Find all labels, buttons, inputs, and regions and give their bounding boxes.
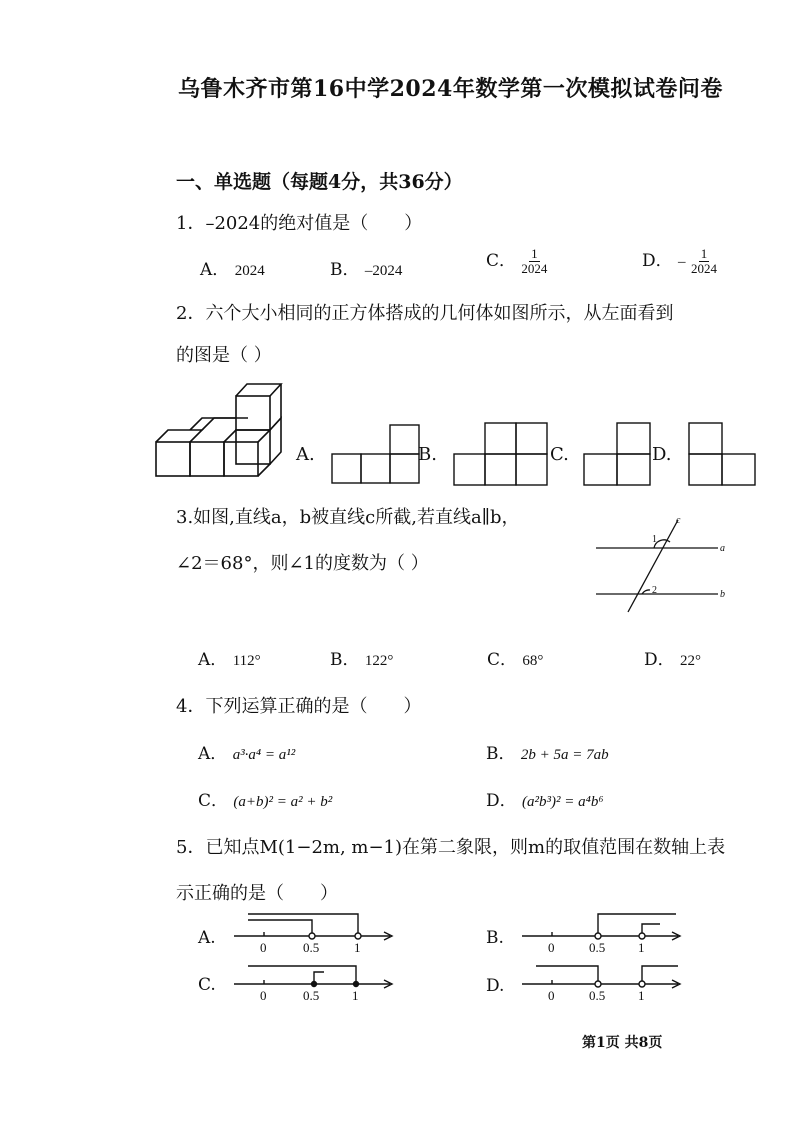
tick-label: 0 — [548, 940, 555, 955]
tick-label: 0 — [260, 940, 267, 955]
q3-option-a[interactable] — [198, 645, 261, 670]
line-c-label: c — [676, 515, 681, 526]
q2-option-d-label[interactable]: D. — [652, 444, 672, 465]
parallel-lines-figure — [590, 512, 740, 616]
question-3-stem-line1: 3.如图,直线a，b被直线c所截,若直线a∥b， — [176, 507, 520, 528]
page-footer: 第1页 共8页 — [582, 1035, 663, 1051]
q4-option-a-value: a³·a⁴ = a¹² — [232, 747, 296, 763]
q4-option-b-value: 2b + 5a = 7ab — [520, 747, 609, 763]
tick-label: 0 — [548, 988, 555, 1003]
section-heading: 一、单选题（每题4分，共36分） — [176, 171, 463, 193]
q1-option-d-sign: – — [678, 254, 686, 270]
q1-option-d-fraction — [691, 247, 717, 276]
q3-option-a-label: A． — [198, 650, 228, 670]
q1-option-a-value: 2024 — [234, 263, 265, 279]
q3-option-c-value: 68° — [522, 653, 544, 669]
tick-label: 0.5 — [589, 988, 606, 1003]
q4-option-d-value: (a²b³)² = a⁴b⁶ — [522, 794, 604, 810]
q2-option-a-label[interactable]: A. — [296, 444, 315, 465]
question-5-stem-line1: 5．已知点M(1−2m, m−1)在第二象限，则m的取值范围在数轴上表 — [176, 837, 726, 858]
angle-2-label: 2 — [652, 585, 657, 596]
q1-option-d-label: D． — [642, 251, 673, 271]
question-2-stem-line2: 的图是（ ） — [176, 345, 272, 366]
q1-option-c-fraction — [521, 247, 547, 276]
q4-option-b[interactable] — [486, 739, 609, 764]
question-5-stem-line2: 示正确的是（ ） — [176, 883, 338, 904]
q4-option-c-value: (a+b)² = a² + b² — [233, 794, 333, 810]
q3-option-b-value: 122° — [364, 653, 394, 669]
q5-option-c-number-line — [230, 958, 400, 1004]
line-b-label: b — [720, 589, 725, 600]
q1-option-a-label: A． — [200, 260, 230, 280]
question-4-stem: 4．下列运算正确的是（ ） — [176, 696, 422, 717]
q4-option-c-label: C． — [198, 791, 229, 811]
angle-1-label: 1 — [652, 534, 657, 545]
q3-option-c-label: C． — [487, 650, 518, 670]
fraction-denominator: 2024 — [521, 261, 548, 276]
q5-option-a-number-line — [230, 910, 400, 958]
fraction-denominator: 2024 — [690, 261, 717, 276]
q3-option-b[interactable] — [330, 645, 393, 670]
line-a-label: a — [720, 543, 725, 554]
q1-option-a[interactable] — [200, 255, 265, 280]
q4-option-d-label: D． — [486, 791, 517, 811]
tick-label: 0.5 — [303, 988, 320, 1003]
q5-option-a-label[interactable]: A. — [198, 928, 216, 948]
question-2-stem-line1: 2．六个大小相同的正方体搭成的几何体如图所示，从左面看到 — [176, 303, 674, 324]
q4-option-a[interactable] — [198, 739, 295, 764]
fraction-numerator: 1 — [700, 246, 708, 261]
q1-option-b-value: –2024 — [364, 263, 403, 279]
page-title: 乌鲁木齐市第16中学2024年数学第一次模拟试卷问卷 — [178, 76, 723, 102]
q5-option-b-number-line — [518, 910, 688, 958]
q5-option-d-label[interactable]: D. — [486, 976, 505, 996]
tick-label: 1 — [638, 988, 645, 1003]
q3-option-d[interactable] — [644, 645, 701, 670]
q2-option-b-label[interactable]: B. — [418, 444, 437, 465]
cube-figure — [150, 378, 290, 483]
q4-option-c[interactable] — [198, 786, 332, 811]
q3-option-a-value: 112° — [232, 653, 261, 669]
q1-option-d[interactable] — [642, 246, 717, 276]
q2-option-c-figure — [583, 420, 653, 488]
q4-option-d[interactable] — [486, 786, 604, 811]
q4-option-b-label: B． — [486, 744, 516, 764]
q3-option-c[interactable] — [487, 645, 543, 670]
q3-option-d-value: 22° — [680, 653, 702, 669]
q1-option-c[interactable] — [486, 246, 547, 276]
q5-option-b-label[interactable]: B. — [486, 928, 504, 948]
q2-option-b-figure — [453, 420, 549, 488]
q4-option-a-label: A． — [198, 744, 228, 764]
q2-option-a-figure — [331, 423, 421, 487]
tick-label: 0.5 — [589, 940, 606, 955]
tick-label: 0 — [260, 988, 267, 1003]
q3-option-d-label: D． — [644, 650, 675, 670]
q5-option-d-number-line — [518, 958, 688, 1004]
q2-option-c-label[interactable]: C. — [550, 444, 569, 465]
tick-label: 1 — [354, 940, 361, 955]
tick-label: 1 — [638, 940, 645, 955]
tick-label: 1 — [352, 988, 359, 1003]
q1-option-c-label: C． — [486, 251, 517, 271]
q2-option-d-figure — [688, 420, 758, 488]
q1-option-b-label: B． — [330, 260, 360, 280]
q1-option-b[interactable] — [330, 255, 402, 280]
question-3-stem-line2: ∠2＝68°，则∠1的度数为（ ） — [176, 553, 429, 574]
question-1-stem: 1．–2024的绝对值是（ ） — [176, 213, 423, 234]
fraction-numerator: 1 — [531, 246, 538, 261]
q5-option-c-label[interactable]: C. — [198, 975, 216, 995]
tick-label: 0.5 — [303, 940, 320, 955]
q3-option-b-label: B． — [330, 650, 360, 670]
